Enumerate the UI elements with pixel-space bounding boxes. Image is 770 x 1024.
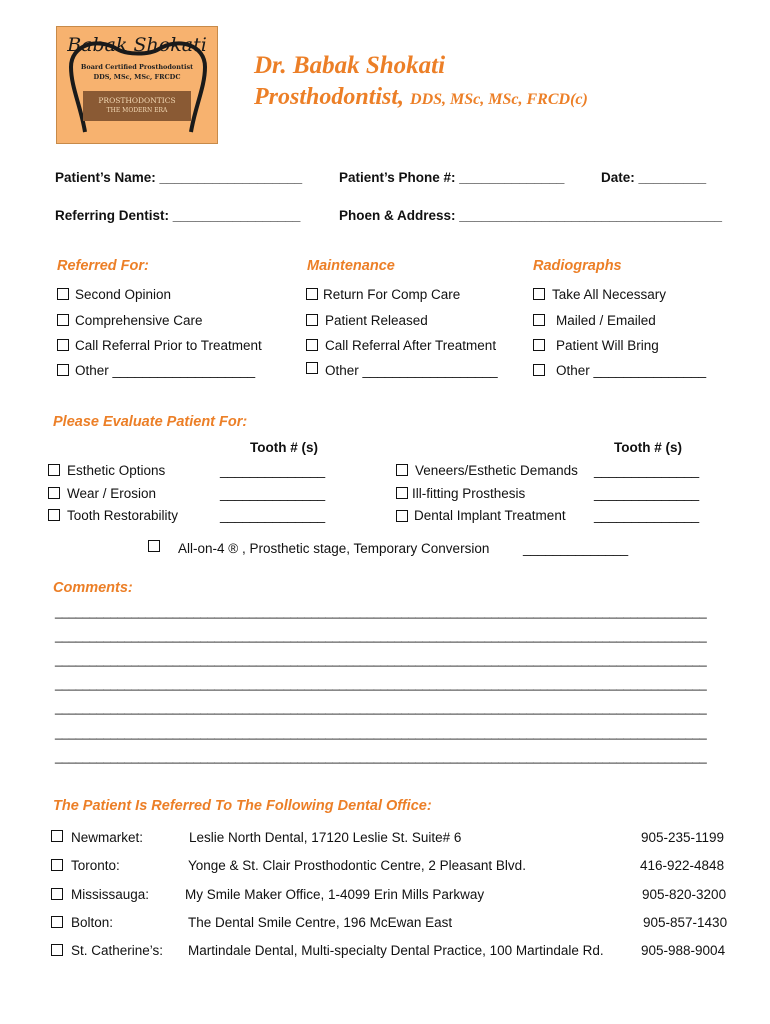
patient-released-checkbox[interactable] (306, 314, 318, 326)
toronto-checkbox[interactable] (51, 859, 63, 871)
comment-line-5[interactable]: ______________________________________________________________________________________________ (55, 700, 707, 715)
allon4-label: All-on-4 ® , Prosthetic stage, Temporary Conversion (178, 541, 490, 556)
mississauga-office: My Smile Maker Office, 1-4099 Erin Mills Parkway (185, 887, 485, 902)
st-catherines-office: Martindale Dental, Multi-specialty Dental Practice, 100 Martindale Rd. (188, 943, 604, 958)
call-after-checkbox[interactable] (306, 339, 318, 351)
newmarket-office: Leslie North Dental, 17120 Leslie St. Suite# 6 (189, 830, 462, 845)
radiographs-other-checkbox[interactable] (533, 364, 545, 376)
mississauga-city: Mississauga: (71, 887, 150, 902)
veneers-label: Veneers/Esthetic Demands (415, 463, 578, 478)
logo-line1: Board Certified Prosthodontist (80, 63, 194, 71)
mailed-checkbox[interactable] (533, 314, 545, 326)
st-catherines-phone: 905-988-9004 (641, 943, 726, 958)
logo-band2: THE MODERN ERA (106, 107, 168, 114)
logo-band (83, 91, 191, 121)
tooth-restorability-checkbox[interactable] (48, 509, 60, 521)
implant-checkbox[interactable] (396, 510, 408, 522)
tooth-label-right: Tooth # (s) (614, 440, 682, 455)
ill-fitting-label: Ill-fitting Prosthesis (412, 486, 526, 501)
esthetic-options-label: Esthetic Options (67, 463, 166, 478)
return-comp-care-label: Return For Comp Care (323, 287, 461, 302)
doctor-title (254, 84, 588, 111)
maintenance-other-checkbox[interactable] (306, 362, 318, 374)
comment-line-7[interactable]: ______________________________________________________________________________________________ (55, 749, 707, 764)
bolton-phone: 905-857-1430 (643, 915, 728, 930)
evaluate-heading: Please Evaluate Patient For: (53, 414, 248, 430)
take-all-checkbox[interactable] (533, 288, 545, 300)
comment-line-3[interactable]: ______________________________________________________________________________________________ (55, 652, 707, 667)
wear-erosion-label: Wear / Erosion (67, 486, 157, 501)
title-text: Prosthodontist, (254, 84, 405, 110)
second-opinion-label: Second Opinion (75, 287, 172, 302)
patient-bring-checkbox[interactable] (533, 339, 545, 351)
patient-name-field[interactable]: Patient’s Name: ___________________ (55, 170, 303, 185)
comments-heading: Comments: (53, 580, 133, 596)
maintenance-heading: Maintenance (307, 258, 395, 274)
bolton-checkbox[interactable] (51, 916, 63, 928)
toronto-phone: 416-922-4848 (640, 858, 725, 873)
patient-phone-field[interactable]: Patient’s Phone #: ______________ (339, 170, 565, 185)
wear-erosion-checkbox[interactable] (48, 487, 60, 499)
logo-band1: PROSTHODONTICS (98, 96, 176, 105)
referred-other-checkbox[interactable] (57, 364, 69, 376)
doctor-name: Dr. Babak Shokati (254, 52, 446, 79)
referring-dentist-field[interactable]: Referring Dentist: _________________ (55, 208, 301, 223)
st-catherines-checkbox[interactable] (51, 944, 63, 956)
implant-tooth[interactable]: ______________ (594, 508, 700, 523)
tooth-restorability-tooth[interactable]: ______________ (220, 508, 326, 523)
bolton-city: Bolton: (71, 915, 114, 930)
offices-heading: The Patient Is Referred To The Following Dental Office: (53, 798, 432, 814)
date-field[interactable]: Date: _________ (601, 170, 707, 185)
mailed-label: Mailed / Emailed (556, 313, 656, 328)
logo-line2: DDS, MSc, MSc, FRCDC (93, 73, 181, 81)
return-comp-care-checkbox[interactable] (306, 288, 318, 300)
logo-name: Babak Shokati (67, 34, 207, 56)
second-opinion-checkbox[interactable] (57, 288, 69, 300)
toronto-office: Yonge & St. Clair Prosthodontic Centre, 2 Pleasant Blvd. (188, 858, 526, 873)
newmarket-checkbox[interactable] (51, 830, 63, 842)
patient-released-label: Patient Released (325, 313, 428, 328)
credentials: DDS, MSc, MSc, FRCD(c) (410, 91, 588, 108)
comment-line-2[interactable]: ______________________________________________________________________________________________ (55, 628, 707, 643)
esthetic-options-tooth[interactable]: ______________ (220, 463, 326, 478)
call-after-label: Call Referral After Treatment (325, 338, 497, 353)
ill-fitting-checkbox[interactable] (396, 487, 408, 499)
toronto-city: Toronto: (71, 858, 120, 873)
referred-other-label[interactable]: Other ___________________ (75, 363, 256, 378)
wear-erosion-tooth[interactable]: ______________ (220, 486, 326, 501)
comment-line-4[interactable]: ______________________________________________________________________________________________ (55, 676, 707, 691)
mississauga-phone: 905-820-3200 (642, 887, 727, 902)
veneers-tooth[interactable]: ______________ (594, 463, 700, 478)
st-catherines-city: St. Catherine’s: (71, 943, 164, 958)
take-all-label: Take All Necessary (552, 287, 667, 302)
veneers-checkbox[interactable] (396, 464, 408, 476)
phone-address-field[interactable]: Phoen & Address: ___________________________________ (339, 208, 723, 223)
call-prior-checkbox[interactable] (57, 339, 69, 351)
radiographs-heading: Radiographs (533, 258, 622, 274)
logo (56, 26, 218, 144)
mississauga-checkbox[interactable] (51, 888, 63, 900)
patient-bring-label: Patient Will Bring (556, 338, 659, 353)
radiographs-other-label[interactable]: Other _______________ (556, 363, 707, 378)
bolton-office: The Dental Smile Centre, 196 McEwan East (188, 915, 453, 930)
newmarket-phone: 905-235-1199 (641, 830, 725, 845)
referred-for-heading: Referred For: (57, 258, 149, 274)
ill-fitting-tooth[interactable]: ______________ (594, 486, 700, 501)
call-prior-label: Call Referral Prior to Treatment (75, 338, 262, 353)
tooth-restorability-label: Tooth Restorability (67, 508, 179, 523)
maintenance-other-label[interactable]: Other __________________ (325, 363, 498, 378)
comprehensive-care-checkbox[interactable] (57, 314, 69, 326)
allon4-checkbox[interactable] (148, 540, 160, 552)
comment-line-6[interactable]: ______________________________________________________________________________________________ (55, 725, 707, 740)
esthetic-options-checkbox[interactable] (48, 464, 60, 476)
comprehensive-care-label: Comprehensive Care (75, 313, 203, 328)
newmarket-city: Newmarket: (71, 830, 144, 845)
implant-label: Dental Implant Treatment (414, 508, 566, 523)
tooth-label-left: Tooth # (s) (250, 440, 318, 455)
allon4-tooth[interactable]: ______________ (523, 541, 629, 556)
comment-line-1[interactable]: ______________________________________________________________________________________________ (55, 604, 707, 619)
